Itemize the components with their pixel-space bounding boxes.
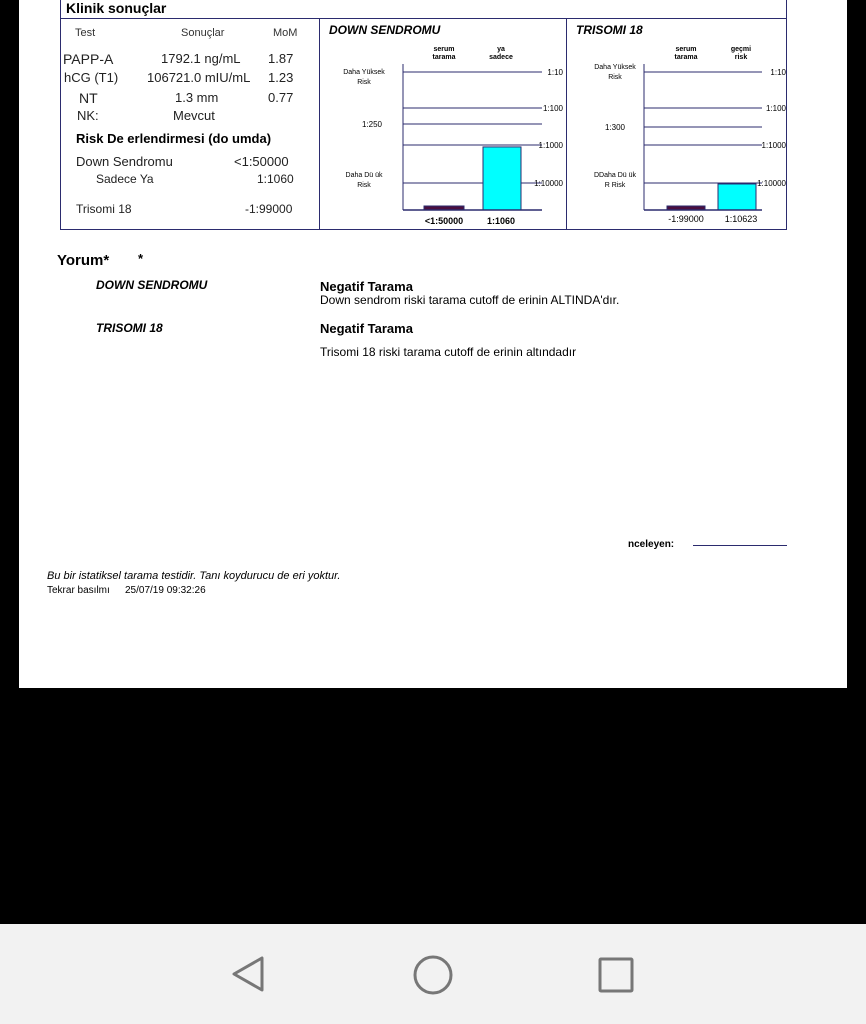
row-papp-result: 1792.1 ng/mL <box>161 51 241 66</box>
risk-age-label: Sadece Ya <box>96 172 154 186</box>
category-label-0: tarama <box>432 54 456 61</box>
comments-star: * <box>138 251 144 266</box>
category-label-1: sadece <box>489 54 513 61</box>
level-label-0: 1:10 <box>770 68 786 77</box>
low-risk-label: Risk <box>357 182 371 189</box>
risk-t18-label: Trisomi 18 <box>76 202 132 216</box>
low-risk-label: DDaha Dü ük <box>593 172 637 179</box>
level-label-3: 1:10000 <box>757 179 786 188</box>
category-label-0: serum <box>675 46 697 53</box>
page-title: Klinik sonuçlar <box>66 0 167 16</box>
reviewer-label: nceleyen: <box>628 539 675 550</box>
high-risk-label: Daha Yüksek <box>594 64 636 71</box>
category-label-0: tarama <box>674 54 698 61</box>
reprint-label: Tekrar basılmı <box>47 585 110 596</box>
risk-down-label: Down Sendromu <box>76 154 173 169</box>
level-label-1: 1:100 <box>542 104 563 113</box>
header-box <box>60 0 787 19</box>
row-papp-mom: 1.87 <box>268 51 294 66</box>
row-nk-result: Mevcut <box>173 108 215 123</box>
chart-t18-title: TRISOMI 18 <box>576 23 643 37</box>
category-label-0: serum <box>433 46 455 53</box>
cutoff-label: 1:250 <box>361 120 383 129</box>
level-label-2: 1:1000 <box>761 141 786 150</box>
high-risk-label: Daha Yüksek <box>343 69 385 76</box>
chart-down-svg <box>320 36 566 230</box>
low-risk-label: R Risk <box>604 182 626 189</box>
row-papp-test: PAPP-A <box>63 51 114 67</box>
low-risk-label: Daha Dü ük <box>345 172 383 179</box>
risk-title: Risk De erlendirmesi (do umda) <box>76 131 272 146</box>
level-label-2: 1:1000 <box>538 141 563 150</box>
bar-1 <box>718 184 756 210</box>
bar-value-label-0: <1:50000 <box>424 216 464 226</box>
risk-t18-value: -1:99000 <box>245 202 293 216</box>
bar-value-label-0: -1:99000 <box>668 214 704 224</box>
row-hcg-test: hCG (T1) <box>64 70 119 85</box>
row-nk-test: NK: <box>77 108 99 123</box>
row-hcg-result: 106721.0 mIU/mL <box>147 70 251 85</box>
recents-icon[interactable] <box>597 956 635 994</box>
bar-value-label-1: 1:1060 <box>486 216 516 226</box>
back-icon[interactable] <box>228 954 268 994</box>
category-label-1: risk <box>734 54 748 61</box>
risk-age-value: 1:1060 <box>257 172 294 186</box>
bar-value-label-1: 1:10623 <box>724 214 758 224</box>
reviewer-line <box>693 545 787 546</box>
category-label-1: geçmi <box>730 46 752 53</box>
comment-t18-name: TRISOMI 18 <box>96 321 163 335</box>
home-icon[interactable] <box>412 954 454 996</box>
comment-t18-result: Negatif Tarama <box>320 321 413 336</box>
comment-down-detail: Down sendrom riski tarama cutoff de erinin ALTINDA'dır. <box>320 293 620 307</box>
row-nt-result: 1.3 mm <box>175 90 219 105</box>
reprint-time: 25/07/19 09:32:26 <box>125 585 206 596</box>
comment-down-result: Negatif Tarama <box>320 279 413 294</box>
chart-t18-svg <box>567 36 786 230</box>
comment-t18-detail: Trisomi 18 riski tarama cutoff de erinin altındadır <box>320 345 577 359</box>
high-risk-label: Risk <box>357 79 371 86</box>
level-label-1: 1:100 <box>765 104 786 113</box>
bar-1 <box>483 147 521 210</box>
col-header-results: Sonuçlar <box>181 27 225 39</box>
row-nt-test: NT <box>79 90 98 106</box>
navigation-bar <box>0 924 866 1024</box>
comments-heading: Yorum* <box>57 252 110 269</box>
category-label-1: ya <box>497 46 505 53</box>
comment-down-name: DOWN SENDROMU <box>96 278 208 292</box>
row-nt-mom: 0.77 <box>268 90 294 105</box>
level-label-3: 1:10000 <box>534 179 563 188</box>
col-header-test: Test <box>75 27 96 39</box>
row-hcg-mom: 1.23 <box>268 70 294 85</box>
high-risk-label: Risk <box>608 74 622 81</box>
level-label-0: 1:10 <box>547 68 563 77</box>
col-header-mom: MoM <box>273 27 298 39</box>
chart-down-title: DOWN SENDROMU <box>329 23 441 37</box>
cutoff-label: 1:300 <box>604 123 626 132</box>
disclaimer: Bu bir istatiksel tarama testidir. Tanı koydurucu de eri yoktur. <box>47 570 341 582</box>
report-page <box>19 0 847 688</box>
risk-down-value: <1:50000 <box>234 154 289 169</box>
